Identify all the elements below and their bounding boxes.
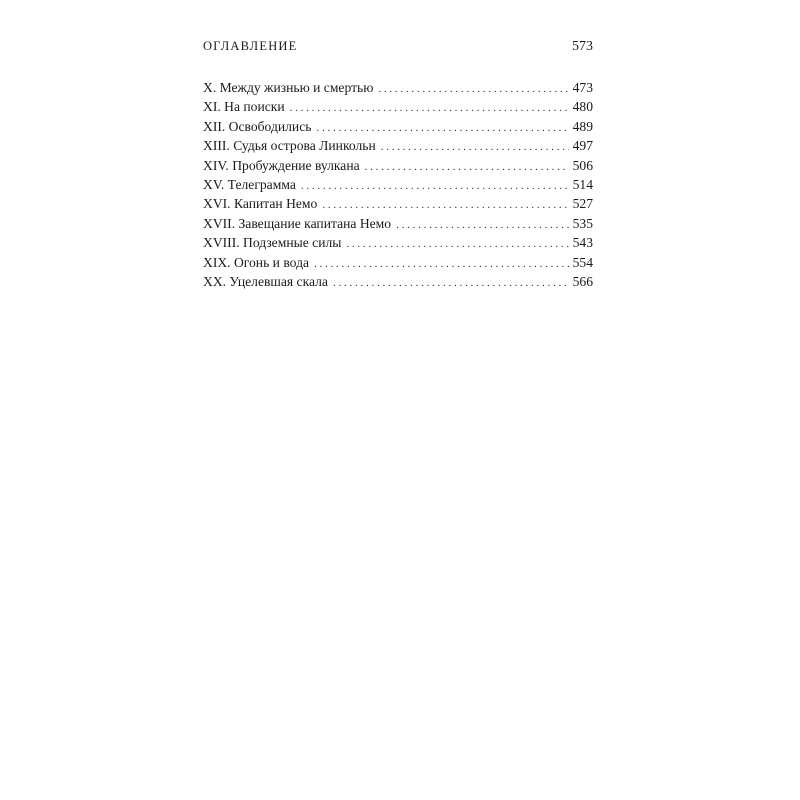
toc-entry (203, 136, 593, 155)
toc-entry-title: XVIII. Подземные силы (203, 235, 342, 251)
toc-entry (203, 175, 593, 194)
toc-entry-title: XII. Освободились (203, 118, 312, 134)
toc-entry-page: 527 (572, 196, 593, 212)
toc-entry-page: 473 (572, 80, 593, 95)
toc-entry-title: XIV. Пробуждение вулкана (203, 157, 360, 173)
toc-entry-title: XV. Телеграмма (203, 176, 296, 192)
toc-leader-dots (346, 235, 568, 254)
toc-entry-page: 514 (572, 176, 593, 192)
toc-leader-dots (333, 274, 569, 293)
toc-entry (203, 156, 593, 175)
toc-leader-dots (396, 216, 569, 235)
toc-entry (203, 253, 593, 272)
toc-entry-title: XVI. Капитан Немо (203, 196, 318, 212)
toc-leader-dots (378, 80, 568, 99)
toc-entry (203, 78, 593, 97)
toc-entry (203, 272, 593, 291)
toc-entry (203, 117, 593, 136)
toc-entry-page: 480 (572, 99, 593, 115)
toc-entry-page: 535 (572, 215, 593, 231)
toc-leader-dots (301, 177, 569, 196)
toc-entry-page: 554 (572, 254, 593, 270)
toc-entry-title: XIX. Огонь и вода (203, 254, 310, 270)
toc-leader-dots (290, 99, 569, 118)
running-head-title: ОГЛАВЛЕНИЕ (203, 39, 298, 53)
toc-leader-dots (381, 138, 569, 157)
toc-entry-page: 506 (572, 157, 593, 173)
toc-entry-title: X. Между жизнью и смертью (203, 80, 374, 95)
toc-entry-page: 543 (572, 235, 593, 251)
page-number: 573 (572, 39, 593, 54)
table-of-contents (203, 78, 593, 291)
toc-leader-dots (314, 255, 569, 274)
running-head (203, 39, 593, 59)
toc-entry-title: XVII. Завещание капитана Немо (203, 215, 392, 231)
toc-entry-page: 489 (572, 118, 593, 134)
toc-entry (203, 97, 593, 116)
toc-entry-page: 566 (572, 273, 593, 289)
toc-entry-page: 497 (572, 138, 593, 154)
toc-entry (203, 194, 593, 213)
toc-entry-title: XI. На поиски (203, 99, 285, 115)
toc-leader-dots (365, 158, 569, 177)
toc-entry-title: XIII. Судья острова Линкольн (203, 138, 376, 154)
toc-entry (203, 214, 593, 233)
toc-entry (203, 233, 593, 252)
toc-entry-title: XX. Уцелевшая скала (203, 273, 328, 289)
